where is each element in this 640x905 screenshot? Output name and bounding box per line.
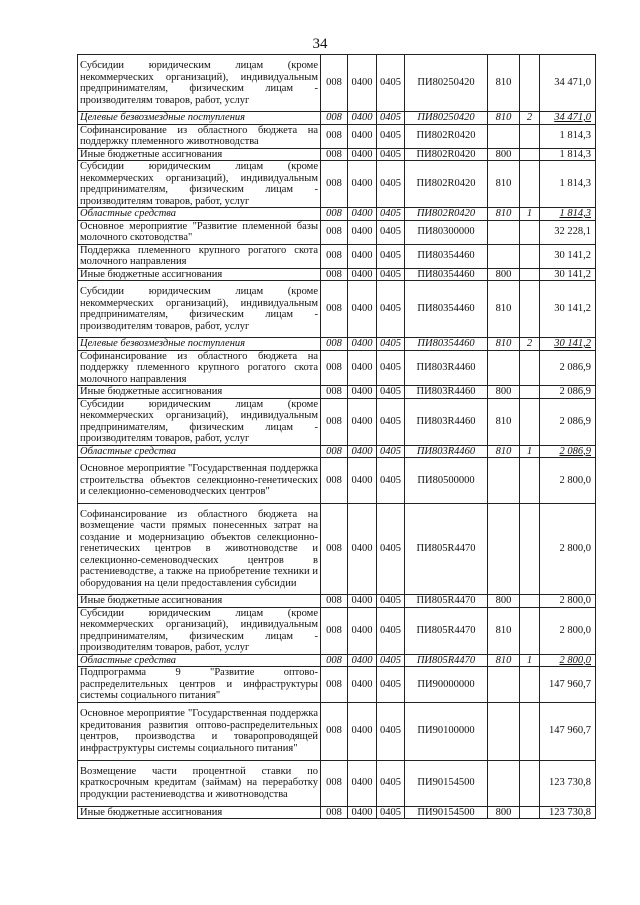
cell-amount: 2 086,9 (540, 398, 596, 445)
cell-subsection-code: 0405 (377, 161, 405, 208)
table-row (78, 55, 596, 112)
cell-ministry-code: 008 (321, 458, 348, 504)
cell-funding-source (520, 458, 540, 504)
cell-name: Основное мероприятие "Государственная поддержка кредитования развития оптово-распределительных центров, производства и товаропроводящей инфраструктуры системы социального питания" (78, 702, 321, 760)
cell-ministry-code: 008 (321, 338, 348, 351)
cell-funding-source (520, 124, 540, 148)
cell-name: Субсидии юридическим лицам (кроме некоммерческих организаций), индивидуальным предпринимателям, физическим лицам - производителям товаров, работ, услуг (78, 161, 321, 208)
cell-target-article: ПИ805R4470 (405, 595, 488, 608)
cell-subsection-code: 0405 (377, 445, 405, 458)
cell-expense-type (488, 124, 520, 148)
cell-name: Иные бюджетные ассигнования (78, 595, 321, 608)
cell-target-article: ПИ803R4460 (405, 350, 488, 386)
cell-subsection-code: 0405 (377, 806, 405, 819)
cell-funding-source (520, 760, 540, 806)
cell-amount: 30 141,2 (540, 338, 596, 351)
cell-funding-source (520, 55, 540, 112)
cell-name: Софинансирование из областного бюджета на поддержку племенного крупного рогатого скота молочного направления (78, 350, 321, 386)
cell-funding-source (520, 595, 540, 608)
cell-expense-type: 810 (488, 654, 520, 667)
cell-target-article: ПИ80250420 (405, 55, 488, 112)
cell-ministry-code: 008 (321, 268, 348, 281)
cell-amount: 2 800,0 (540, 595, 596, 608)
cell-name: Подпрограмма 9 "Развитие оптово-распределительных центров и инфраструктуры системы социального питания" (78, 667, 321, 703)
cell-subsection-code: 0405 (377, 112, 405, 125)
table-row (78, 595, 596, 608)
cell-target-article: ПИ802R0420 (405, 124, 488, 148)
cell-expense-type: 810 (488, 445, 520, 458)
cell-ministry-code: 008 (321, 161, 348, 208)
cell-amount: 2 800,0 (540, 458, 596, 504)
table-row (78, 667, 596, 703)
cell-section-code: 0400 (348, 607, 377, 654)
cell-name: Целевые безвозмездные поступления (78, 338, 321, 351)
cell-target-article: ПИ805R4470 (405, 504, 488, 595)
table-row (78, 208, 596, 221)
cell-name: Субсидии юридическим лицам (кроме некоммерческих организаций), индивидуальным предпринимателям, физическим лицам - производителям товаров, работ, услуг (78, 607, 321, 654)
cell-amount: 147 960,7 (540, 667, 596, 703)
cell-subsection-code: 0405 (377, 458, 405, 504)
cell-expense-type (488, 702, 520, 760)
cell-amount: 34 471,0 (540, 55, 596, 112)
cell-ministry-code: 008 (321, 281, 348, 338)
table-row (78, 148, 596, 161)
cell-amount: 2 086,9 (540, 386, 596, 399)
cell-subsection-code: 0405 (377, 338, 405, 351)
cell-name: Субсидии юридическим лицам (кроме некоммерческих организаций), индивидуальным предпринимателям, физическим лицам - производителям товаров, работ, услуг (78, 281, 321, 338)
cell-subsection-code: 0405 (377, 398, 405, 445)
cell-expense-type: 800 (488, 268, 520, 281)
cell-target-article: ПИ802R0420 (405, 208, 488, 221)
cell-subsection-code: 0405 (377, 350, 405, 386)
cell-name: Областные средства (78, 654, 321, 667)
table-row (78, 281, 596, 338)
cell-subsection-code: 0405 (377, 281, 405, 338)
cell-expense-type: 810 (488, 338, 520, 351)
cell-expense-type (488, 458, 520, 504)
cell-ministry-code: 008 (321, 148, 348, 161)
cell-subsection-code: 0405 (377, 504, 405, 595)
cell-target-article: ПИ803R4460 (405, 445, 488, 458)
cell-subsection-code: 0405 (377, 386, 405, 399)
cell-target-article: ПИ80354460 (405, 281, 488, 338)
cell-name: Иные бюджетные ассигнования (78, 386, 321, 399)
cell-amount: 2 086,9 (540, 350, 596, 386)
cell-expense-type (488, 350, 520, 386)
cell-name: Субсидии юридическим лицам (кроме некоммерческих организаций), индивидуальным предпринимателям, физическим лицам - производителям товаров, работ, услуг (78, 55, 321, 112)
cell-expense-type: 810 (488, 161, 520, 208)
cell-funding-source (520, 386, 540, 399)
cell-ministry-code: 008 (321, 124, 348, 148)
cell-ministry-code: 008 (321, 350, 348, 386)
table-row (78, 350, 596, 386)
cell-subsection-code: 0405 (377, 268, 405, 281)
cell-section-code: 0400 (348, 208, 377, 221)
cell-name: Основное мероприятие "Государственная поддержка строительства объектов селекционно-генетических и селекционно-семеноводческих центров" (78, 458, 321, 504)
cell-name: Софинансирование из областного бюджета на поддержку племенного животноводства (78, 124, 321, 148)
cell-subsection-code: 0405 (377, 760, 405, 806)
cell-target-article: ПИ80354460 (405, 338, 488, 351)
cell-ministry-code: 008 (321, 806, 348, 819)
cell-funding-source (520, 607, 540, 654)
cell-section-code: 0400 (348, 350, 377, 386)
table-row (78, 244, 596, 268)
cell-expense-type: 810 (488, 607, 520, 654)
cell-section-code: 0400 (348, 702, 377, 760)
cell-target-article: ПИ80354460 (405, 244, 488, 268)
cell-expense-type: 800 (488, 595, 520, 608)
table-row (78, 760, 596, 806)
cell-funding-source (520, 702, 540, 760)
cell-ministry-code: 008 (321, 654, 348, 667)
cell-funding-source: 2 (520, 112, 540, 125)
cell-name: Областные средства (78, 208, 321, 221)
cell-funding-source: 1 (520, 654, 540, 667)
cell-ministry-code: 008 (321, 112, 348, 125)
cell-expense-type: 810 (488, 281, 520, 338)
cell-target-article: ПИ802R0420 (405, 148, 488, 161)
cell-target-article: ПИ90154500 (405, 806, 488, 819)
cell-name: Областные средства (78, 445, 321, 458)
table-row (78, 458, 596, 504)
table-row (78, 702, 596, 760)
cell-section-code: 0400 (348, 445, 377, 458)
cell-amount: 30 141,2 (540, 244, 596, 268)
cell-funding-source (520, 350, 540, 386)
cell-name: Возмещение части процентной ставки по краткосрочным кредитам (займам) на переработку продукции растениеводства и животноводства (78, 760, 321, 806)
cell-funding-source (520, 268, 540, 281)
cell-target-article: ПИ80250420 (405, 112, 488, 125)
cell-subsection-code: 0405 (377, 654, 405, 667)
cell-target-article: ПИ90000000 (405, 667, 488, 703)
cell-amount: 123 730,8 (540, 806, 596, 819)
cell-section-code: 0400 (348, 595, 377, 608)
cell-funding-source (520, 667, 540, 703)
cell-amount: 2 086,9 (540, 445, 596, 458)
cell-section-code: 0400 (348, 244, 377, 268)
cell-section-code: 0400 (348, 112, 377, 125)
cell-funding-source (520, 398, 540, 445)
cell-section-code: 0400 (348, 667, 377, 703)
cell-amount: 30 141,2 (540, 268, 596, 281)
cell-subsection-code: 0405 (377, 124, 405, 148)
table-row (78, 445, 596, 458)
cell-funding-source: 2 (520, 338, 540, 351)
cell-ministry-code: 008 (321, 702, 348, 760)
cell-expense-type (488, 244, 520, 268)
table-row (78, 504, 596, 595)
cell-target-article: ПИ805R4470 (405, 654, 488, 667)
cell-ministry-code: 008 (321, 55, 348, 112)
table-row (78, 112, 596, 125)
cell-expense-type: 800 (488, 806, 520, 819)
cell-ministry-code: 008 (321, 504, 348, 595)
table-body (78, 55, 596, 819)
page-number: 34 (312, 36, 328, 52)
budget-table (77, 54, 596, 819)
cell-amount: 1 814,3 (540, 161, 596, 208)
cell-ministry-code: 008 (321, 386, 348, 399)
cell-subsection-code: 0405 (377, 607, 405, 654)
cell-expense-type: 810 (488, 398, 520, 445)
cell-ministry-code: 008 (321, 760, 348, 806)
cell-amount: 147 960,7 (540, 702, 596, 760)
table-row (78, 806, 596, 819)
table-row (78, 654, 596, 667)
cell-target-article: ПИ803R4460 (405, 398, 488, 445)
cell-expense-type (488, 504, 520, 595)
cell-name: Субсидии юридическим лицам (кроме некоммерческих организаций), индивидуальным предпринимателям, физическим лицам - производителям товаров, работ, услуг (78, 398, 321, 445)
cell-funding-source (520, 220, 540, 244)
cell-target-article: ПИ80354460 (405, 268, 488, 281)
cell-amount: 2 800,0 (540, 607, 596, 654)
cell-section-code: 0400 (348, 760, 377, 806)
cell-expense-type (488, 760, 520, 806)
cell-funding-source (520, 281, 540, 338)
cell-expense-type: 800 (488, 148, 520, 161)
cell-target-article: ПИ80500000 (405, 458, 488, 504)
cell-name: Основное мероприятие "Развитие племенной базы молочного скотоводства" (78, 220, 321, 244)
cell-target-article: ПИ80300000 (405, 220, 488, 244)
cell-subsection-code: 0405 (377, 595, 405, 608)
cell-target-article: ПИ803R4460 (405, 386, 488, 399)
cell-ministry-code: 008 (321, 208, 348, 221)
table-row (78, 268, 596, 281)
cell-amount: 30 141,2 (540, 281, 596, 338)
cell-ministry-code: 008 (321, 445, 348, 458)
cell-amount: 2 800,0 (540, 654, 596, 667)
cell-subsection-code: 0405 (377, 667, 405, 703)
cell-section-code: 0400 (348, 398, 377, 445)
cell-expense-type (488, 220, 520, 244)
cell-subsection-code: 0405 (377, 208, 405, 221)
cell-section-code: 0400 (348, 654, 377, 667)
cell-amount: 32 228,1 (540, 220, 596, 244)
cell-funding-source (520, 806, 540, 819)
cell-section-code: 0400 (348, 806, 377, 819)
cell-section-code: 0400 (348, 55, 377, 112)
cell-amount: 123 730,8 (540, 760, 596, 806)
cell-expense-type: 810 (488, 208, 520, 221)
table-row (78, 161, 596, 208)
table-row (78, 124, 596, 148)
table-row (78, 220, 596, 244)
cell-amount: 2 800,0 (540, 504, 596, 595)
cell-section-code: 0400 (348, 458, 377, 504)
cell-section-code: 0400 (348, 220, 377, 244)
cell-section-code: 0400 (348, 386, 377, 399)
cell-funding-source: 1 (520, 445, 540, 458)
cell-subsection-code: 0405 (377, 702, 405, 760)
cell-section-code: 0400 (348, 338, 377, 351)
cell-expense-type (488, 667, 520, 703)
cell-funding-source (520, 504, 540, 595)
cell-amount: 1 814,3 (540, 124, 596, 148)
cell-amount: 1 814,3 (540, 148, 596, 161)
cell-amount: 34 471,0 (540, 112, 596, 125)
cell-target-article: ПИ90100000 (405, 702, 488, 760)
cell-name: Поддержка племенного крупного рогатого скота молочного направления (78, 244, 321, 268)
cell-ministry-code: 008 (321, 244, 348, 268)
cell-amount: 1 814,3 (540, 208, 596, 221)
cell-section-code: 0400 (348, 161, 377, 208)
cell-name: Софинансирование из областного бюджета на возмещение части прямых понесенных затрат на создание и модернизацию объектов селекционно-генетических центров в животноводстве и селекционно-семеноводческих центров в растениеводстве, а также на приобретение техники и оборудования на цели предоставления субсидии (78, 504, 321, 595)
cell-target-article: ПИ805R4470 (405, 607, 488, 654)
cell-ministry-code: 008 (321, 595, 348, 608)
cell-section-code: 0400 (348, 148, 377, 161)
cell-funding-source (520, 148, 540, 161)
cell-ministry-code: 008 (321, 667, 348, 703)
cell-subsection-code: 0405 (377, 244, 405, 268)
cell-expense-type: 800 (488, 386, 520, 399)
cell-section-code: 0400 (348, 124, 377, 148)
cell-funding-source (520, 244, 540, 268)
table-row (78, 386, 596, 399)
cell-ministry-code: 008 (321, 398, 348, 445)
cell-name: Иные бюджетные ассигнования (78, 806, 321, 819)
cell-section-code: 0400 (348, 268, 377, 281)
cell-name: Иные бюджетные ассигнования (78, 148, 321, 161)
cell-funding-source: 1 (520, 208, 540, 221)
table-row (78, 607, 596, 654)
cell-target-article: ПИ802R0420 (405, 161, 488, 208)
cell-section-code: 0400 (348, 281, 377, 338)
cell-subsection-code: 0405 (377, 148, 405, 161)
cell-ministry-code: 008 (321, 607, 348, 654)
table-row (78, 398, 596, 445)
cell-subsection-code: 0405 (377, 220, 405, 244)
cell-expense-type: 810 (488, 112, 520, 125)
cell-name: Иные бюджетные ассигнования (78, 268, 321, 281)
cell-funding-source (520, 161, 540, 208)
cell-ministry-code: 008 (321, 220, 348, 244)
cell-expense-type: 810 (488, 55, 520, 112)
cell-target-article: ПИ90154500 (405, 760, 488, 806)
cell-name: Целевые безвозмездные поступления (78, 112, 321, 125)
table-row (78, 338, 596, 351)
cell-section-code: 0400 (348, 504, 377, 595)
cell-subsection-code: 0405 (377, 55, 405, 112)
